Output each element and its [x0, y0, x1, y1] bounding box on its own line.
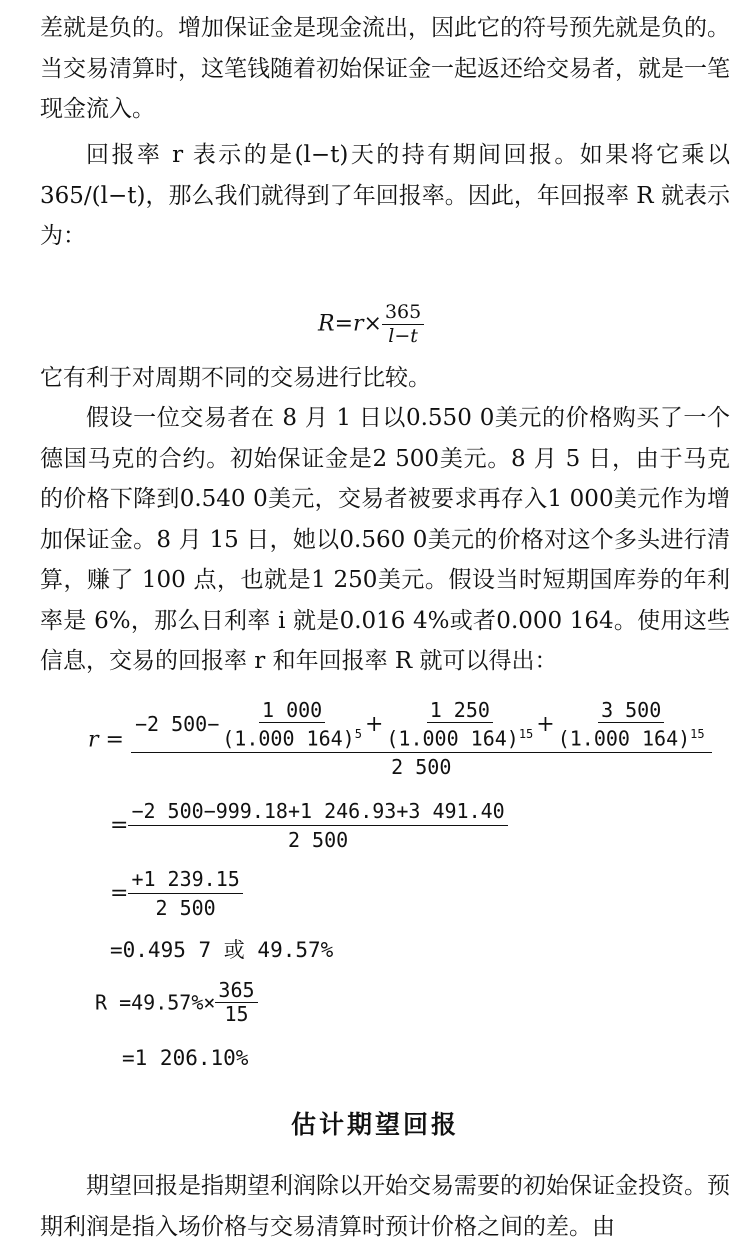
formula-r-f1-exp: 5	[354, 727, 362, 741]
formula-r-f2-base: (1.000 164)	[386, 726, 519, 751]
formula-r-label: r =	[88, 727, 124, 753]
formula-lhs: R=r×	[318, 311, 382, 337]
formula-r-f3-exp: 15	[690, 727, 705, 741]
paragraph-comparison: 它有利于对周期不同的交易进行比较。	[40, 365, 431, 391]
formula-r-f1-den	[219, 723, 365, 750]
formula-step-2-fraction	[128, 798, 507, 853]
formula-r-numerator	[131, 700, 712, 753]
formula-r-f2-den	[383, 723, 536, 750]
formula-step-3-fraction	[128, 866, 242, 921]
formula-r-f2-exp: 15	[518, 727, 534, 741]
paragraph-holding-return: 回报率 r 表示的是(l−t)天的持有期间回报。如果将它乘以365/(l−t)，那么我们就得到了年回报率。因此，年回报率 R 就表示为：	[40, 142, 730, 249]
formula-annual-fraction	[215, 980, 257, 1025]
paragraph-margin-cashflow: 差就是负的。增加保证金是现金流出，因此它的符号预先就是负的。当交易清算时，这笔钱随着初始保证金一起返还给交易者，就是一笔现金流入。	[40, 15, 730, 122]
formula-r-f3-den	[555, 723, 708, 750]
formula-annual-num: 365	[215, 980, 257, 1003]
formula-numerator: 365	[382, 302, 424, 325]
formula-r-fraction-1	[219, 700, 365, 750]
formula-r-denominator: 2 500	[391, 754, 452, 779]
formula-r-f1-base: (1.000 164)	[222, 726, 355, 751]
formula-annual-result	[95, 980, 258, 1025]
formula-r-main-fraction	[131, 700, 712, 780]
formula-r-f2-num: 1 250	[427, 700, 493, 723]
formula-step-2-den: 2 500	[287, 828, 349, 852]
formula-step-3-num: +1 239.15	[128, 866, 242, 894]
formula-r-plus-2: +	[536, 711, 555, 737]
formula-annual-lhs: R =49.57%×	[95, 990, 216, 1015]
formula-step-3-eq: =	[110, 881, 129, 906]
formula-step-4: =0.495 7 或 49.57%	[110, 938, 334, 962]
formula-r-fraction-2	[383, 700, 536, 750]
formula-r-f1-num: 1 000	[259, 700, 325, 723]
formula-annual-den: 15	[224, 1002, 249, 1026]
formula-step-2-eq: =	[110, 813, 129, 838]
formula-step-2	[110, 798, 508, 853]
formula-annual-return-definition	[318, 302, 424, 347]
formula-r-f3-num: 3 500	[598, 700, 664, 723]
formula-step-2-num: −2 500−999.18+1 246.93+3 491.40	[128, 798, 507, 826]
section-heading: 估计期望回报	[290, 1110, 459, 1139]
formula-r-fraction-3	[555, 700, 708, 750]
formula-denominator: l−t	[388, 325, 418, 347]
formula-step-3-den: 2 500	[155, 896, 216, 920]
formula-fraction	[382, 302, 424, 347]
formula-annual-final: =1 206.10%	[122, 1046, 249, 1070]
paragraph-example: 假设一位交易者在 8 月 1 日以0.550 0美元的价格购买了一个德国马克的合约。初始保证金是2 500美元。8 月 5 日，由于马克的价格下降到0.540 0美元，交易者被要求再存入1 000美元作为增加保证金。8 月 15 日，她以0.560 0美元的价格对这个多头进行清算，赚了 100 点，也就是1 250美元。假设当时短期国库券的年利率是 6%，那么日利率 i 就是0.016 4%或者0.000 164。使用这些信息，交易的回报率 r 和年回报率 R 就可以得出：	[40, 405, 730, 674]
formula-r-plus-1: +	[364, 711, 384, 737]
formula-r-term-initial: −2 500−	[134, 711, 220, 736]
paragraph-expected-return: 期望回报是指期望利润除以开始交易需要的初始保证金投资。预期利润是指入场价格与交易清算时预计价格之间的差。由	[40, 1173, 730, 1240]
formula-holding-return	[88, 700, 712, 780]
formula-r-f3-base: (1.000 164)	[557, 726, 691, 751]
formula-step-3	[110, 866, 243, 921]
